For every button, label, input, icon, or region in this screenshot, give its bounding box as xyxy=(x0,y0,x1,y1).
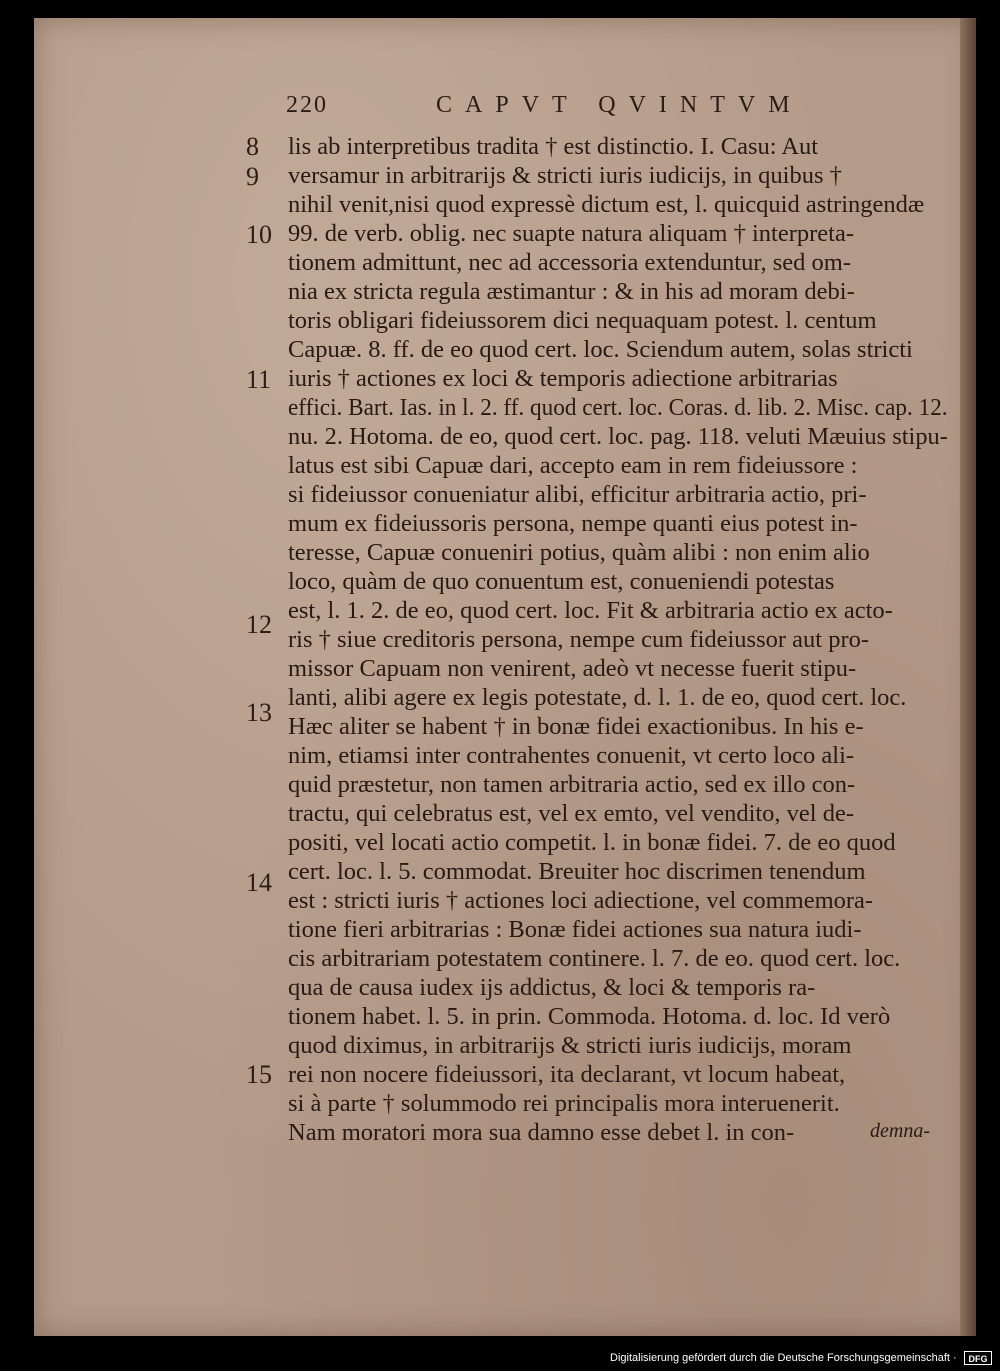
text-line: versamur in arbitrarijs & stricti iuris iudicijs, in quibus † xyxy=(288,162,842,189)
text-line: est : stricti iuris † actiones loci adiectione, vel commemora- xyxy=(288,887,874,914)
text-line: Capuæ. 8. ff. de eo quod cert. loc. Sciendum autem, solas stricti xyxy=(288,336,913,363)
margin-number: 9 xyxy=(246,162,259,191)
text-line: nia ex stricta regula æstimantur : & in his ad moram debi- xyxy=(288,278,855,305)
dfg-logo: DFG xyxy=(964,1351,992,1365)
running-head: CAPVT QVINTVM xyxy=(436,92,803,118)
text-line: Hæc aliter se habent † in bonæ fidei exactionibus. In his e- xyxy=(288,713,864,740)
text-line: toris obligari fideiussorem dici nequaquam potest. l. centum xyxy=(288,307,877,334)
text-line: nu. 2. Hotoma. de eo, quod cert. loc. pag. 118. veluti Mæuius stipu- xyxy=(288,423,948,450)
text-line: ris † siue creditoris persona, nempe cum fideiussor aut pro- xyxy=(288,626,870,653)
text-line: quod diximus, in arbitrarijs & stricti iuris iudicijs, moram xyxy=(288,1032,852,1059)
text-line: si à parte † solummodo rei principalis mora interuenerit. xyxy=(288,1090,840,1117)
text-line: latus est sibi Capuæ dari, accepto eam in rem fideiussore : xyxy=(288,452,858,479)
page-number: 220 xyxy=(286,92,328,118)
text-line: nihil venit,nisi quod expressè dictum est, l. quicquid astringendæ xyxy=(288,191,925,218)
text-line: mum ex fideiussoris persona, nempe quanti eius potest in- xyxy=(288,510,858,537)
text-line: nim, etiamsi inter contrahentes conuenit, vt certo loco ali- xyxy=(288,742,855,769)
text-line: lanti, alibi agere ex legis potestate, d. l. 1. de eo, quod cert. loc. xyxy=(288,684,907,711)
text-line: iuris † actiones ex loci & temporis adiectione arbitrarias xyxy=(288,365,838,392)
text-line: quid præstetur, non tamen arbitraria actio, sed ex illo con- xyxy=(288,771,856,798)
text-line: tionem admittunt, nec ad accessoria extenduntur, sed om- xyxy=(288,249,852,276)
text-line: effici. Bart. Ias. in l. 2. ff. quod cert. loc. Coras. d. lib. 2. Misc. cap. 12. xyxy=(288,394,948,421)
text-line: Nam moratori mora sua damno esse debet l. in con- xyxy=(288,1119,795,1146)
text-line: missor Capuam non venirent, adeò vt necesse fuerit stipu- xyxy=(288,655,857,682)
text-line: tionem habet. l. 5. in prin. Commoda. Hotoma. d. loc. Id verò xyxy=(288,1003,891,1030)
margin-number: 10 xyxy=(246,220,272,249)
text-line: cis arbitrariam potestatem continere. l. 7. de eo. quod cert. loc. xyxy=(288,945,901,972)
text-line: cert. loc. l. 5. commodat. Breuiter hoc discrimen tenendum xyxy=(288,858,866,885)
text-line: positi, vel locati actio competit. l. in bonæ fidei. 7. de eo quod xyxy=(288,829,896,856)
text-line: rei non nocere fideiussori, ita declarant, vt locum habeat, xyxy=(288,1061,846,1088)
text-line: est, l. 1. 2. de eo, quod cert. loc. Fit & arbitraria actio ex acto- xyxy=(288,597,893,624)
text-line: loco, quàm de quo conuentum est, conueniendi potestas xyxy=(288,568,835,595)
text-line: teresse, Capuæ conueniri potius, quàm alibi : non enim alio xyxy=(288,539,870,566)
page-header xyxy=(250,92,950,122)
margin-number: 13 xyxy=(246,698,272,727)
margin-number: 15 xyxy=(246,1060,272,1089)
text-line: lis ab interpretibus tradita † est distinctio. I. Casu: Aut xyxy=(288,133,819,160)
text-line: tione fieri arbitrarias : Bonæ fidei actiones sua natura iudi- xyxy=(288,916,862,943)
margin-number: 12 xyxy=(246,610,272,639)
text-line: tractu, qui celebratus est, vel ex emto, vel vendito, vel de- xyxy=(288,800,855,827)
margin-number: 11 xyxy=(246,365,272,394)
page-edge xyxy=(960,18,976,1336)
margin-number: 8 xyxy=(246,132,259,161)
margin-number: 14 xyxy=(246,868,272,897)
digitization-credit: Digitalisierung gefördert durch die Deutsche Forschungsgemeinschaft · xyxy=(610,1352,957,1364)
text-line: qua de causa iudex ijs addictus, & loci & temporis ra- xyxy=(288,974,816,1001)
catchword: demna- xyxy=(870,1120,930,1142)
text-line: 99. de verb. oblig. nec suapte natura aliquam † interpreta- xyxy=(288,220,855,247)
text-line: si fideiussor conueniatur alibi, efficitur arbitraria actio, pri- xyxy=(288,481,867,508)
